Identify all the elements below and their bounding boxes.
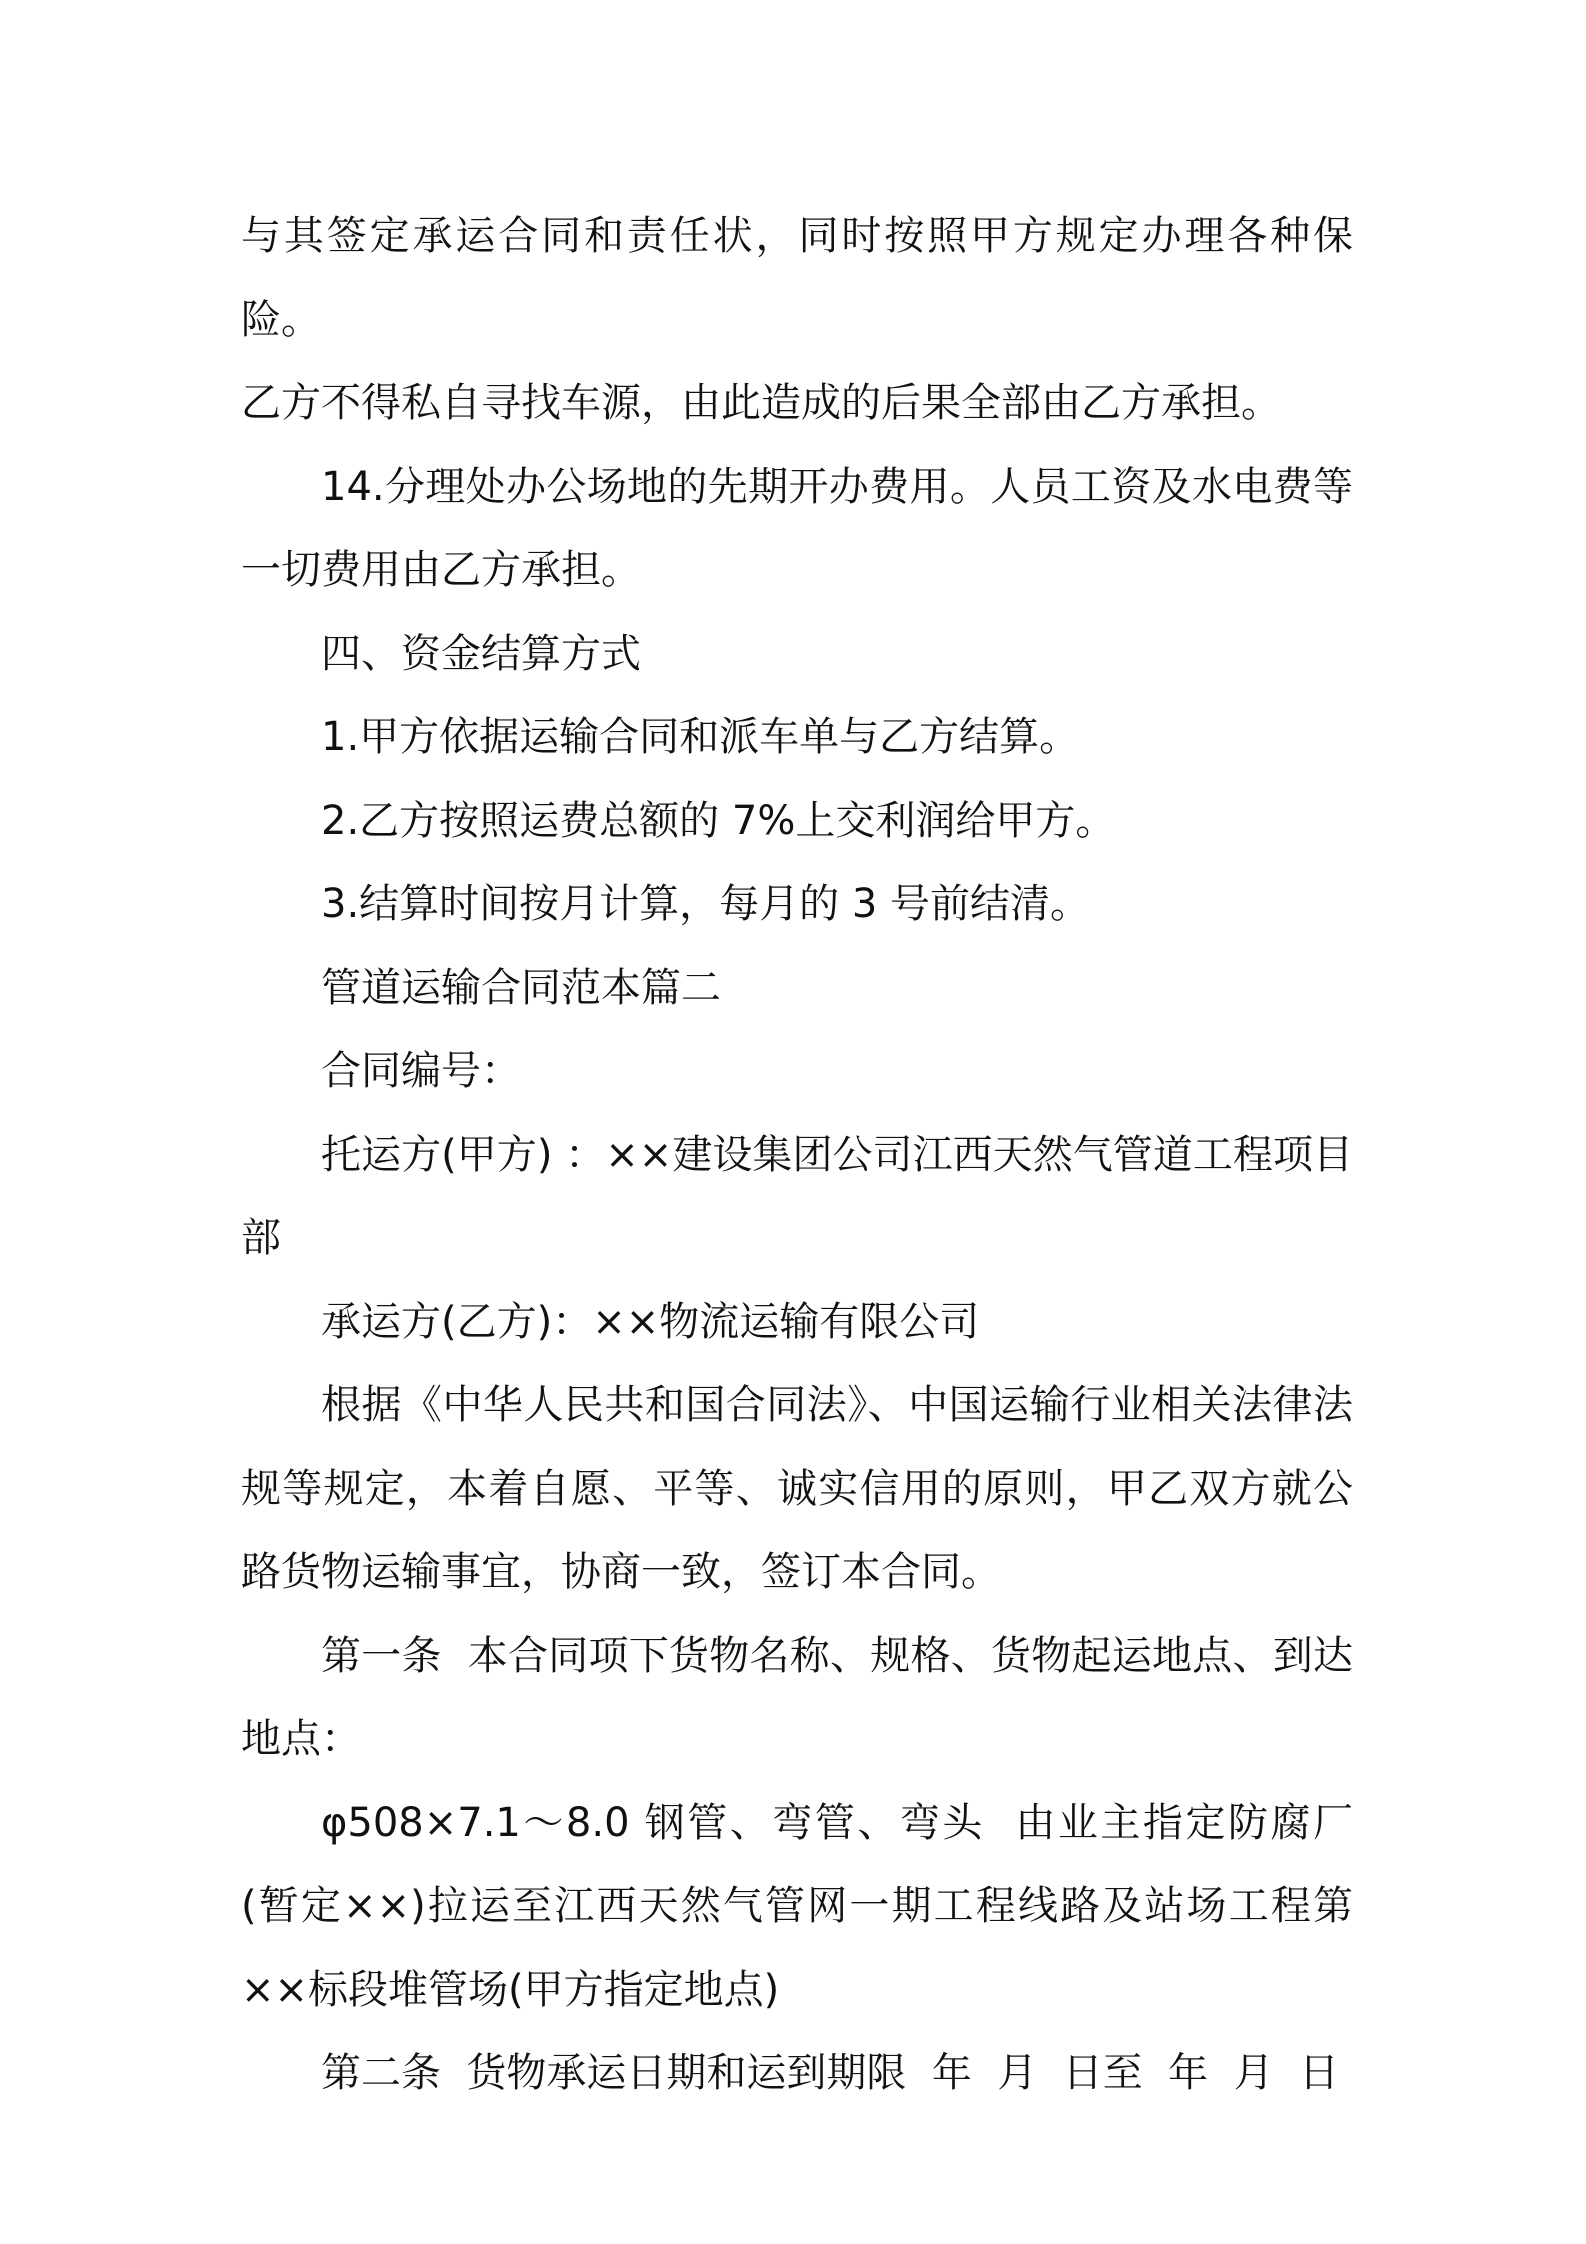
section-heading-settlement: 四、资金结算方式 [321, 630, 641, 677]
article-1-heading: 第一条 本合同项下货物名称、规格、货物起运地点、到达地点： [241, 1632, 1353, 1762]
preamble-paragraph: 根据《中华人民共和国合同法》、中国运输行业相关法律法规等规定，本着自愿、平等、诚实信用的原则，甲乙双方就公路货物运输事宜，协商一致，签订本合同。 [241, 1382, 1353, 1595]
paragraph-settlement-2: 2.乙方按照运费总额的 7%上交利润给甲方。 [321, 797, 1116, 844]
party-b-line: 承运方(乙方)：××物流运输有限公司 [321, 1298, 980, 1345]
document-body [241, 195, 1353, 2116]
document-section-title: 管道运输合同范本篇二 [321, 964, 721, 1011]
contract-number-label: 合同编号： [321, 1048, 521, 1094]
paragraph-settlement-3: 3.结算时间按月计算，每月的 3 号前结清。 [321, 881, 1091, 927]
article-2-heading: 第二条 货物承运日期和运到期限 年 月 日至 年 月 日 [321, 2050, 1340, 2096]
paragraph-vehicle-source: 乙方不得私自寻找车源，由此造成的后果全部由乙方承担。 [241, 380, 1281, 426]
paragraph-insurance: 与其签定承运合同和责任状，同时按照甲方规定办理各种保险。 [241, 213, 1353, 343]
party-a-line: 托运方(甲方) ：××建设集团公司江西天然气管道工程项目部 [241, 1131, 1353, 1261]
paragraph-item-14: 14.分理处办公场地的先期开办费用。人员工资及水电费等一切费用由乙方承担。 [241, 463, 1353, 593]
paragraph-settlement-1: 1.甲方依据运输合同和派车单与乙方结算。 [321, 714, 1080, 760]
article-1-body: φ508×7.1～8.0 钢管、弯管、弯头 由业主指定防腐厂(暂定××)拉运至江西天然气管网一期工程线路及站场工程第××标段堆管场(甲方指定地点) [241, 1799, 1353, 2013]
